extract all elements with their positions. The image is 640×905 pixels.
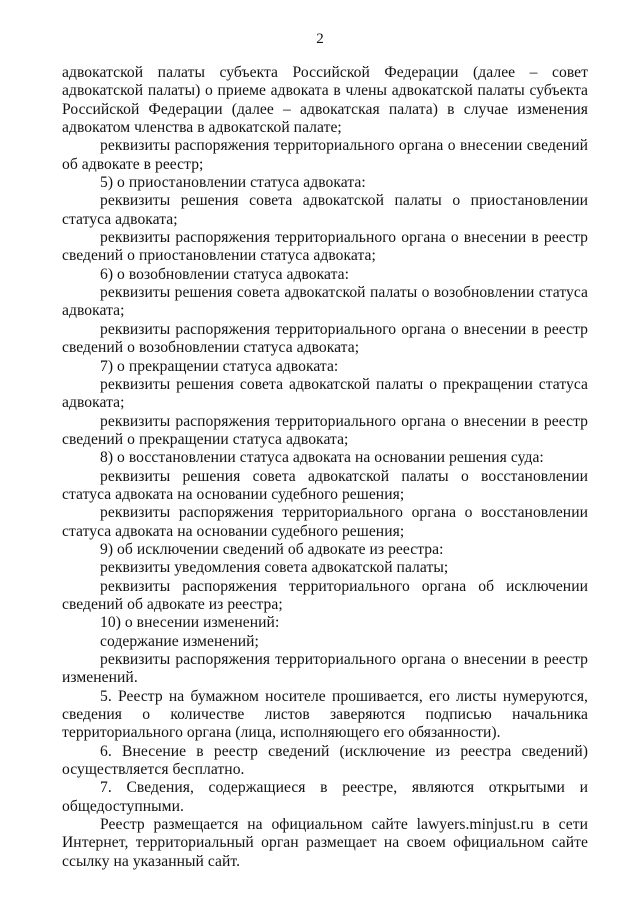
paragraph-2: реквизиты распоряжения территориального органа о внесении сведений об адвокате в реестр;	[62, 137, 588, 173]
paragraph-20: реквизиты распоряжения территориального органа о внесении в реестр изменений.	[62, 651, 588, 687]
paragraph-14: реквизиты распоряжения территориального органа о восстановлении статуса адвоката на основании судебного решения;	[62, 504, 588, 540]
paragraph-15: 9) об исключении сведений об адвокате из реестра:	[100, 540, 444, 558]
paragraph-11: реквизиты распоряжения территориального органа о внесении в реестр сведений о прекращении статуса адвоката;	[62, 412, 588, 448]
paragraph-10: реквизиты решения совета адвокатской палаты о прекращении статуса адвоката;	[62, 375, 588, 412]
paragraph-13: реквизиты решения совета адвокатской палаты о восстановлении статуса адвоката на основании судебного решения;	[62, 467, 588, 503]
paragraph-17: реквизиты распоряжения территориального органа об исключении сведений об адвокате из реестра;	[62, 577, 588, 613]
paragraph-23: 7. Сведения, содержащиеся в реестре, являются открытыми и общедоступными.	[62, 779, 588, 815]
paragraph-18: 10) о внесении изменений:	[100, 614, 280, 632]
paragraph-16: реквизиты уведомления совета адвокатской палаты;	[100, 559, 449, 577]
paragraph-12: 8) о восстановлении статуса адвоката на основании решения суда:	[100, 449, 544, 467]
document-body	[62, 64, 588, 871]
paragraph-7: реквизиты решения совета адвокатской палаты о возобновлении статуса адвоката;	[62, 284, 588, 320]
paragraph-21: 5. Реестр на бумажном носителе прошивается, его листы нумеруются, сведения о количестве листов заверяются подписью начальника территориального органа (лица, исполняющего его обязанности).	[62, 687, 588, 742]
page-number: 2	[316, 31, 324, 47]
paragraph-4: реквизиты решения совета адвокатской палаты о приостановлении статуса адвоката;	[62, 192, 588, 228]
paragraph-1: адвокатской палаты субъекта Российской Федерации (далее – совет адвокатской палаты) о приеме адвоката в члены адвокатской палаты субъекта Российской Федерации (далее – адвокатская палата) в случае изменения адвокатом членства в адвокатской палате;	[62, 64, 588, 137]
paragraph-19: содержание изменений;	[100, 632, 259, 650]
paragraph-6: 6) о возобновлении статуса адвоката:	[100, 265, 349, 283]
paragraph-9: 7) о прекращении статуса адвоката:	[100, 357, 339, 375]
paragraph-5: реквизиты распоряжения территориального органа о внесении в реестр сведений о приостановлении статуса адвоката;	[62, 229, 588, 265]
paragraph-8: реквизиты распоряжения территориального органа о внесении в реестр сведений о возобновлении статуса адвоката;	[62, 320, 588, 357]
paragraph-24: Реестр размещается на официальном сайте lawyers.minjust.ru в сети Интернет, территориальный орган размещает на своем официальном сайте ссылку на указанный сайт.	[62, 816, 588, 870]
paragraph-22: 6. Внесение в реестр сведений (исключение из реестра сведений) осуществляется бесплатно.	[62, 742, 588, 779]
paragraph-3: 5) о приостановлении статуса адвоката:	[100, 174, 366, 192]
